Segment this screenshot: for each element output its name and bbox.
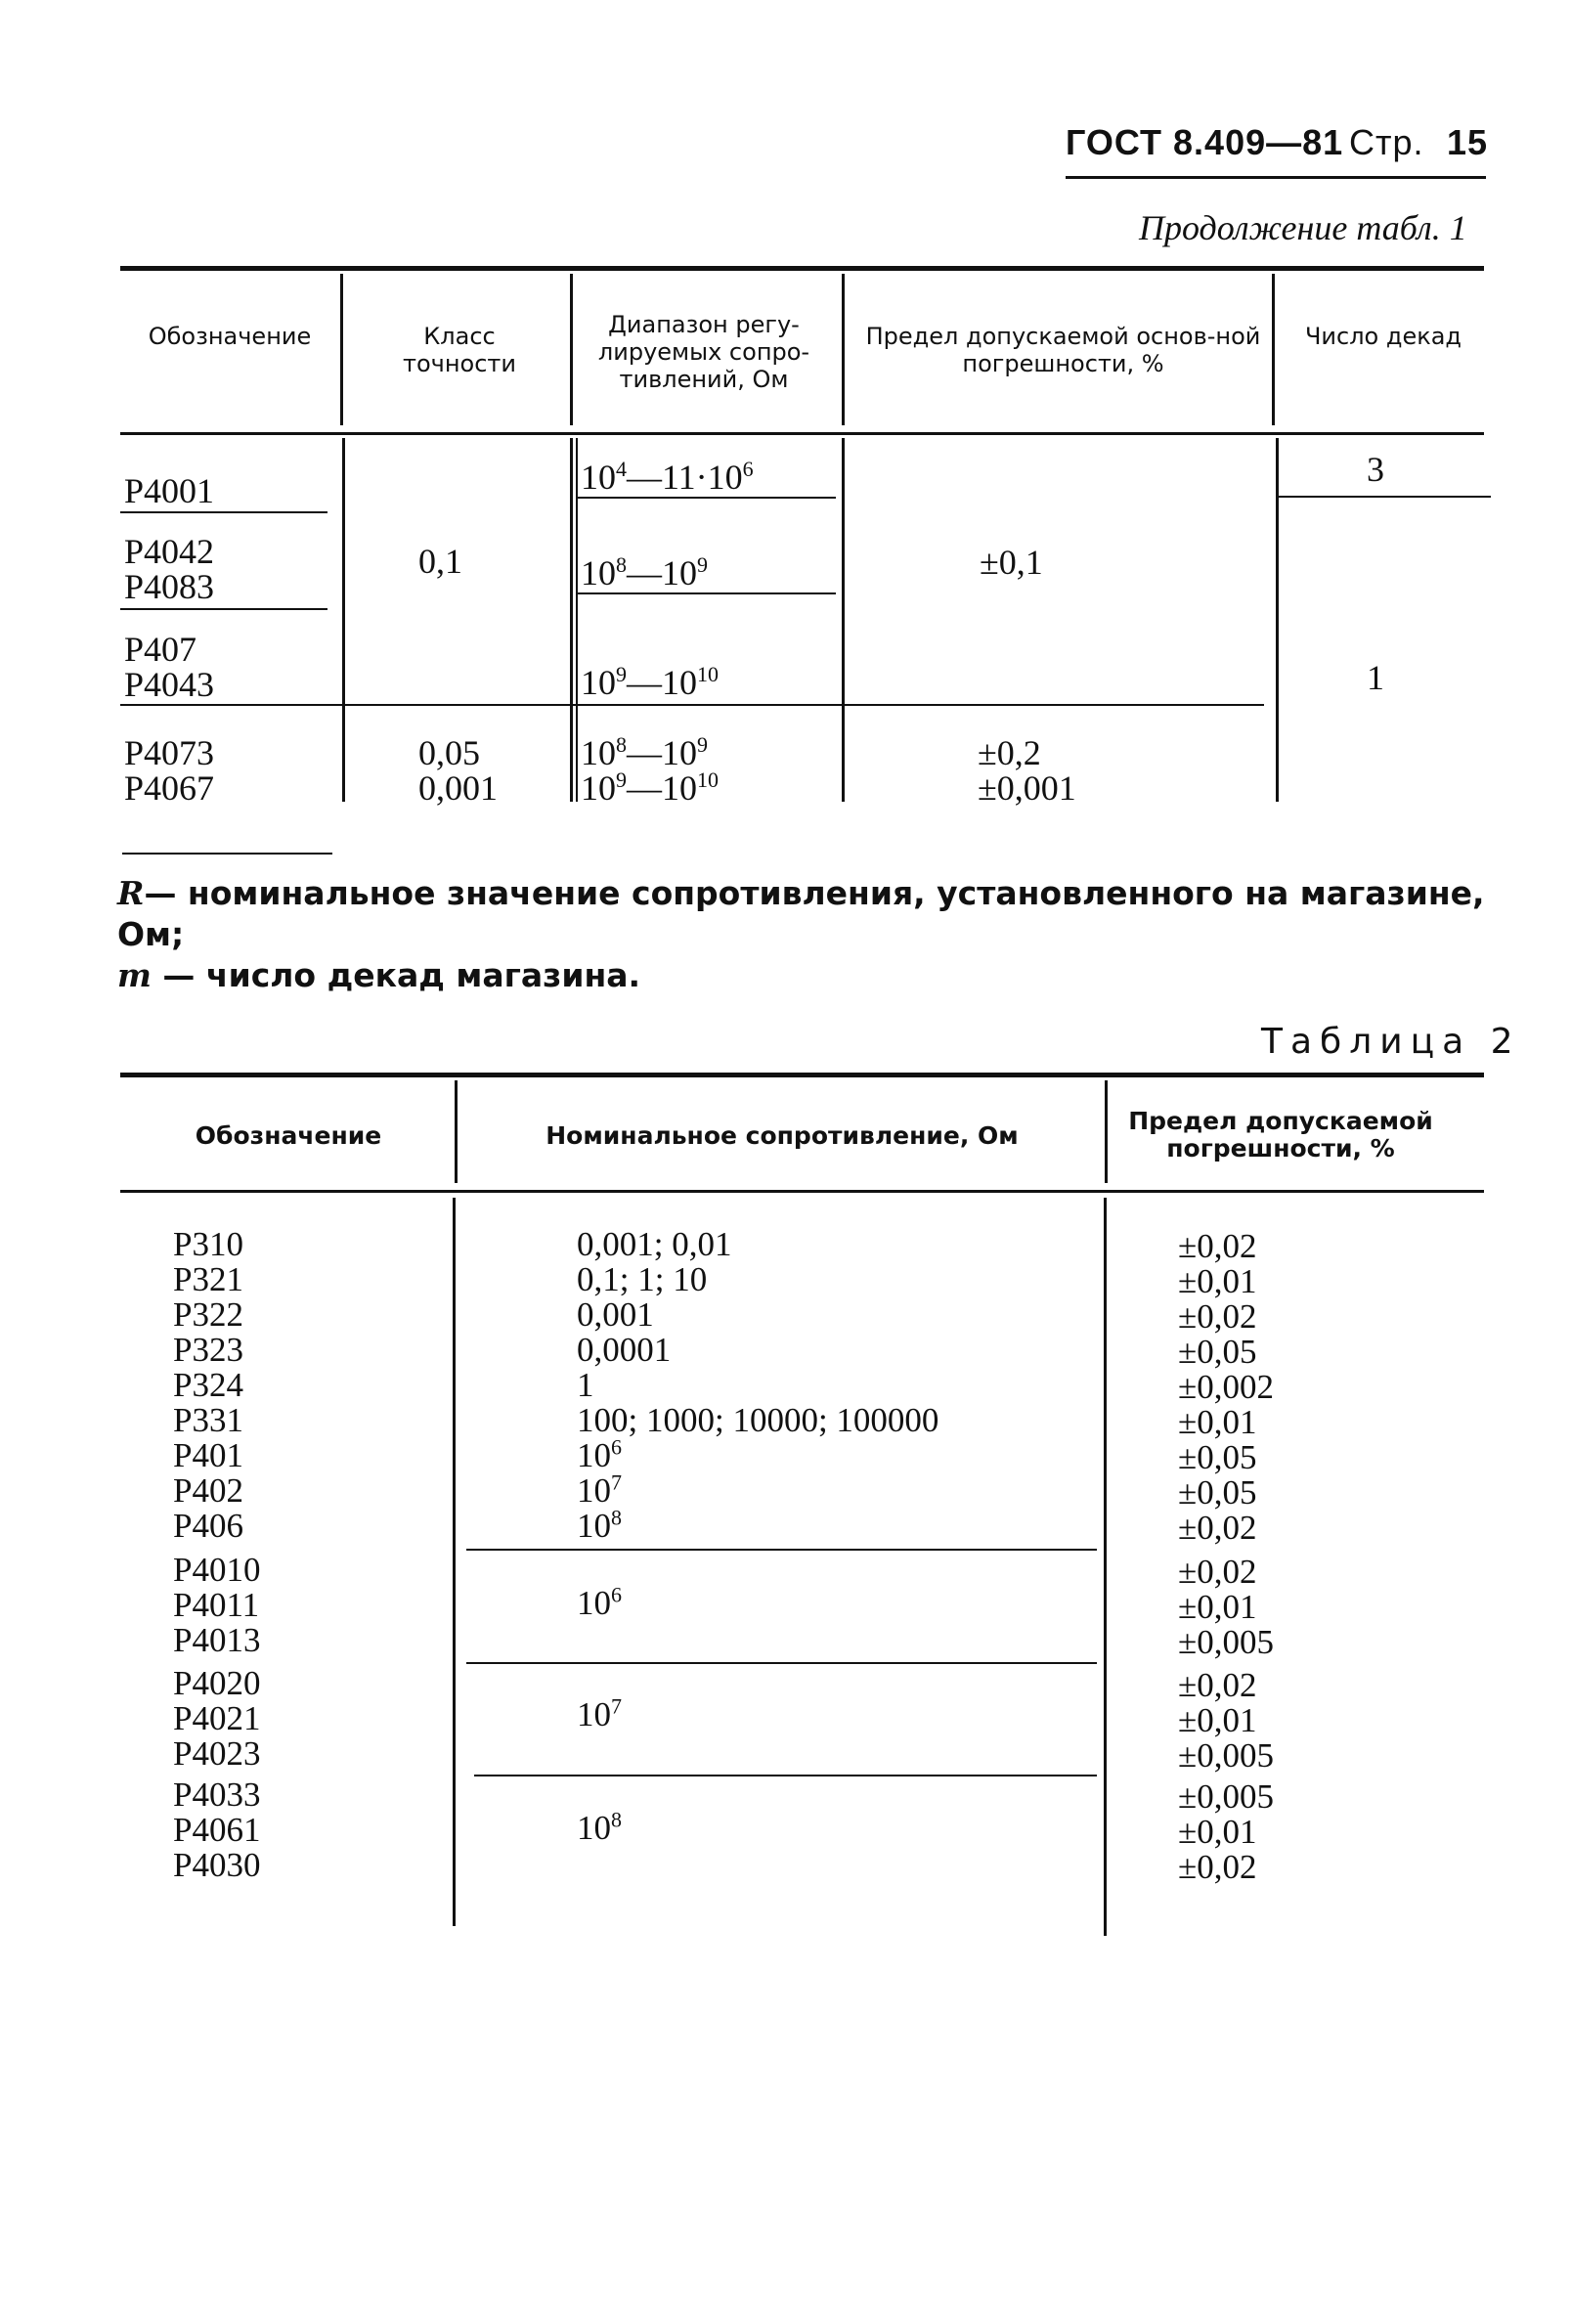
t1-sep-range-2 (576, 592, 836, 594)
t1-hdr-div3 (842, 274, 845, 425)
t2-designation: Р321 (173, 1260, 243, 1298)
t1-col-class: Класс точности (403, 323, 516, 377)
t1-r3-designation-a: Р407 (124, 630, 197, 669)
t1-r2-class: 0,1 (418, 542, 462, 581)
t2-error: ±0,02 (1178, 1666, 1257, 1704)
t1-r2-range-base: 10 (581, 553, 616, 592)
t1-r1-decades: 3 (1367, 450, 1384, 489)
t2-error: ±0,01 (1178, 1403, 1257, 1441)
t1-r1-range-exp1: 4 (616, 457, 627, 481)
t1-sep-decades (1278, 496, 1491, 498)
footnote-line-r (117, 873, 1486, 955)
t1-sep-row3 (120, 704, 1264, 706)
t1-r4-range-a (581, 732, 708, 772)
t1-body-div2a (570, 438, 573, 802)
t1-sep-range-1 (576, 497, 836, 499)
t2-error: ±0,005 (1178, 1736, 1274, 1775)
t2-col-error: Предел допускаемой погрешности, % (1128, 1107, 1433, 1162)
t2-error: ±0,02 (1178, 1227, 1257, 1265)
t2-error: ±0,02 (1178, 1509, 1257, 1547)
footnote (117, 873, 1486, 996)
t2-sep-3 (474, 1775, 1097, 1776)
t2-power-exp: 6 (611, 1434, 622, 1460)
t1-r4-range-b-base: 10 (581, 768, 616, 808)
t2-g4-designations (173, 1777, 260, 1883)
t1-r4-class-a: 0,05 (418, 733, 480, 772)
t2-g3-resistance (577, 1693, 622, 1733)
t1-r3-designation-b: Р4043 (124, 665, 215, 704)
t1-hdr-div2 (570, 274, 573, 425)
t2-power-exp: 8 (611, 1807, 622, 1832)
t2-resistance: 1 (577, 1366, 594, 1404)
t1-r4-range-b-exp1: 9 (616, 767, 627, 792)
t1-col-error: Предел допускаемой основ-ной погрешности, % (865, 323, 1261, 377)
t1-body-div2b (576, 438, 578, 802)
t1-r2-range (581, 552, 708, 592)
t1-r3-range-mid: —10 (627, 663, 697, 702)
t1-r3-decades: 1 (1367, 658, 1384, 697)
t2-power-exp: 8 (611, 1505, 622, 1530)
t2-hdr-div1 (455, 1080, 458, 1183)
t2-power-exp: 6 (611, 1582, 622, 1607)
t2-body-div2 (1104, 1198, 1107, 1936)
t1-r4-range-b (581, 767, 719, 808)
t2-error: ±0,05 (1178, 1333, 1257, 1371)
t2-power-exp: 7 (611, 1693, 622, 1719)
t2-designation: Р4030 (173, 1846, 261, 1884)
t2-error: ±0,01 (1178, 1262, 1257, 1300)
t1-col-range: Диапазон регу-лируемых сопро-тивлений, Ом (597, 311, 810, 393)
t1-r3-range-base: 10 (581, 663, 616, 702)
t2-error: ±0,01 (1178, 1701, 1257, 1739)
footnote-m-symbol: m (117, 956, 152, 994)
table2-top-rule (120, 1073, 1484, 1077)
t2-error: ±0,05 (1178, 1473, 1257, 1512)
t2-designation: Р324 (173, 1366, 243, 1404)
t2-designation: Р401 (173, 1436, 243, 1474)
t1-r4-error-a: ±0,2 (978, 733, 1041, 772)
t2-g1-designations (173, 1227, 243, 1544)
t2-resistance: 0,1; 1; 10 (577, 1260, 708, 1298)
t2-hdr-div2 (1105, 1080, 1108, 1183)
t2-designation: Р4021 (173, 1699, 261, 1737)
table1-top-rule (120, 266, 1484, 271)
t2-sep-1 (466, 1549, 1097, 1551)
t2-col-designation: Обозначение (195, 1121, 382, 1150)
t1-r1-range (581, 457, 754, 497)
footnote-m-text: — число декад магазина. (162, 956, 641, 994)
t2-error: ±0,002 (1178, 1368, 1274, 1406)
t1-r4-designation-a: Р4073 (124, 733, 215, 772)
t1-r1-range-exp2: 6 (742, 457, 754, 481)
t2-error: ±0,01 (1178, 1813, 1257, 1851)
t2-error: ±0,02 (1178, 1848, 1257, 1886)
t2-error: ±0,02 (1178, 1297, 1257, 1336)
t2-g4-errors (1178, 1779, 1274, 1885)
table2-header-rule (120, 1190, 1484, 1193)
t1-r2-error: ±0,1 (980, 543, 1043, 582)
t1-r4-range-a-exp1: 8 (616, 732, 627, 757)
t2-resistance-power (577, 1807, 622, 1847)
t1-body-div1 (342, 438, 345, 802)
table-continuation-caption: Продолжение табл. 1 (1139, 208, 1467, 247)
t1-r4-designation-b: Р4067 (124, 768, 215, 808)
header-underline (1066, 176, 1486, 179)
t2-designation: Р323 (173, 1331, 243, 1369)
t1-r4-class-b: 0,001 (418, 768, 498, 808)
t2-power-base: 10 (577, 1809, 611, 1847)
t2-designation: Р4011 (173, 1586, 260, 1624)
table1-header-rule (120, 432, 1484, 435)
t2-designation: Р310 (173, 1225, 243, 1263)
t2-designation: Р402 (173, 1471, 243, 1510)
t1-r4-error-b: ±0,001 (978, 768, 1076, 808)
footnote-r-text: — номинальное значение сопротивления, установленного на магазине, Ом; (117, 874, 1485, 953)
t2-resistance: 0,001 (577, 1295, 654, 1334)
t2-g2-designations (173, 1553, 260, 1658)
t2-g4-resistance (577, 1807, 622, 1847)
footnote-r (117, 873, 1486, 955)
t1-col-designation: Обозначение (148, 323, 312, 350)
t2-power-base: 10 (577, 1584, 611, 1622)
t2-resistance: 0,0001 (577, 1331, 672, 1369)
t2-resistance-power (577, 1434, 938, 1474)
t2-resistance: 0,001; 0,01 (577, 1225, 732, 1263)
t1-r3-range-exp2: 10 (697, 662, 719, 686)
t2-g2-resistance (577, 1582, 622, 1622)
t2-resistance-power (577, 1582, 622, 1622)
t2-designation: Р4013 (173, 1621, 261, 1659)
t1-sep-desig-2 (120, 608, 327, 610)
t1-col-decades: Число декад (1304, 323, 1462, 350)
t1-body-div3 (842, 438, 845, 802)
t1-r3-range-exp1: 9 (616, 662, 627, 686)
t2-error: ±0,01 (1178, 1588, 1257, 1626)
t2-designation: Р4033 (173, 1776, 261, 1814)
t1-r2-designation-b: Р4083 (124, 567, 215, 606)
t1-r2-range-exp2: 9 (697, 552, 708, 577)
footnote-r-symbol: R (117, 874, 145, 912)
t2-body-div1 (453, 1198, 456, 1926)
t1-r4-range-a-mid: —10 (627, 733, 697, 772)
t1-r2-designation-a: Р4042 (124, 532, 215, 571)
t2-resistance-power (577, 1505, 938, 1545)
t2-designation: Р4023 (173, 1734, 261, 1773)
t2-power-base: 10 (577, 1436, 611, 1474)
t1-r3-range (581, 662, 719, 702)
t2-g2-errors (1178, 1555, 1274, 1660)
t2-power-base: 10 (577, 1507, 611, 1545)
t2-sep-2 (466, 1662, 1097, 1664)
t2-g1-resistances (577, 1227, 938, 1544)
table2-title: Таблица 2 (1261, 1022, 1521, 1062)
t1-r4-range-a-base: 10 (581, 733, 616, 772)
t1-r1-range-base: 10 (581, 458, 616, 497)
standard-number: ГОСТ 8.409—81 (1066, 122, 1344, 162)
t2-resistance-power (577, 1469, 938, 1510)
t2-col-resistance: Номинальное сопротивление, Ом (545, 1121, 1019, 1150)
t1-r1-range-mid: —11·10 (627, 458, 743, 497)
t2-designation: Р4010 (173, 1551, 261, 1589)
t1-hdr-div4 (1272, 274, 1275, 425)
t2-designation: Р406 (173, 1507, 243, 1545)
t2-designation: Р331 (173, 1401, 243, 1439)
footnote-line-m (117, 955, 1486, 996)
footnote-rule (122, 853, 332, 855)
t1-r2-range-exp1: 8 (616, 552, 627, 577)
t2-designation: Р4020 (173, 1664, 261, 1702)
t1-r1-designation: Р4001 (124, 471, 215, 510)
t2-g3-errors (1178, 1668, 1274, 1774)
t2-g1-errors (1178, 1229, 1274, 1546)
page-label: Стр. (1349, 122, 1424, 162)
t2-power-exp: 7 (611, 1469, 622, 1495)
t2-power-base: 10 (577, 1695, 611, 1733)
t2-resistance: 100; 1000; 10000; 100000 (577, 1401, 939, 1439)
t2-error: ±0,05 (1178, 1438, 1257, 1476)
t1-r4-range-b-mid: —10 (627, 768, 697, 808)
page-number: 15 (1447, 122, 1489, 162)
t2-error: ±0,005 (1178, 1623, 1274, 1661)
t2-designation: Р322 (173, 1295, 243, 1334)
t1-sep-desig-1 (120, 511, 327, 513)
t2-error: ±0,005 (1178, 1777, 1274, 1816)
t1-r2-range-mid: —10 (627, 553, 697, 592)
t1-hdr-div1 (340, 274, 343, 425)
t1-r4-range-b-exp2: 10 (697, 767, 719, 792)
t2-designation: Р4061 (173, 1811, 261, 1849)
t2-power-base: 10 (577, 1471, 611, 1510)
t1-body-div4 (1276, 438, 1279, 802)
t1-r4-range-a-exp2: 9 (697, 732, 708, 757)
t2-resistance-power (577, 1693, 622, 1733)
t2-g3-designations (173, 1666, 260, 1772)
t2-error: ±0,02 (1178, 1553, 1257, 1591)
